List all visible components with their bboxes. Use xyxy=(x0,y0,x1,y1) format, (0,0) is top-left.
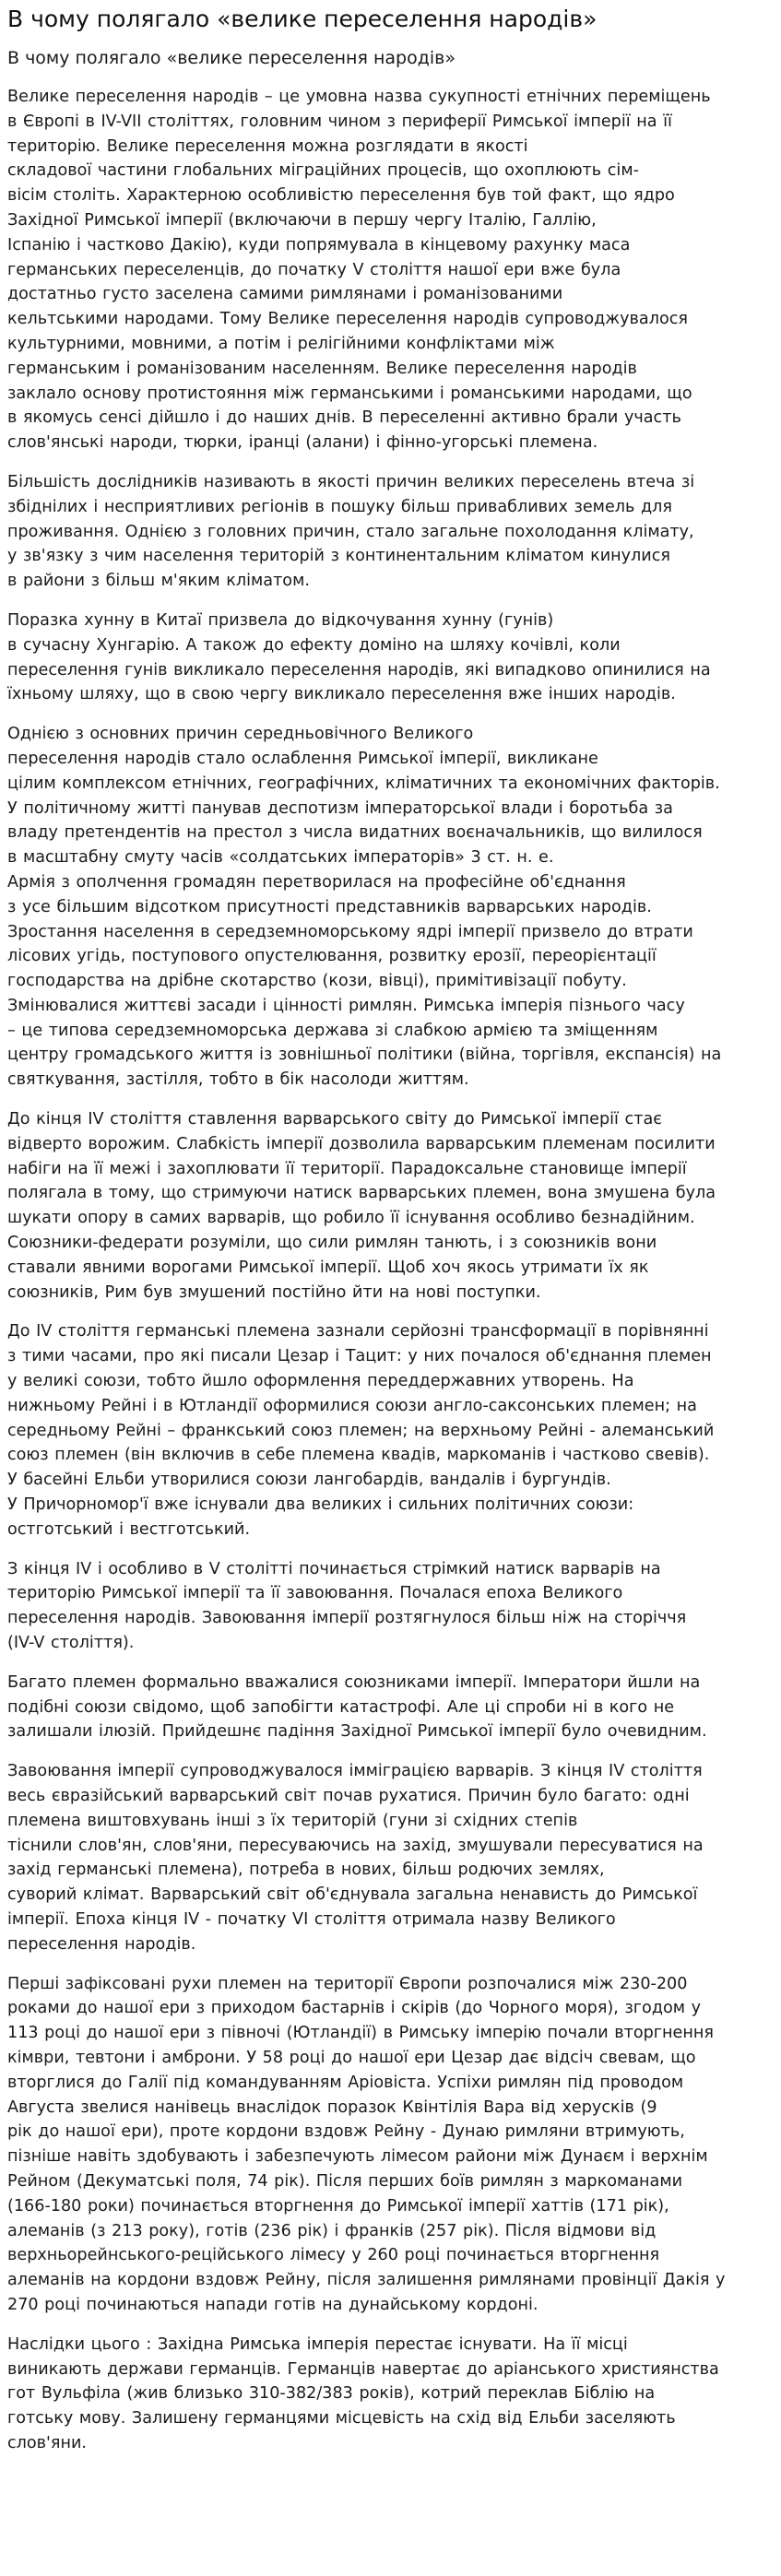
paragraph-line: (166-180 роки) починається вторгнення до Римської імперії хаттів (171 рік), xyxy=(7,2196,669,2216)
article-body xyxy=(0,72,781,2456)
paragraph-line: центру громадського життя із зовнішньої політики (війна, торгівля, експансія) на xyxy=(7,1046,722,1065)
paragraph-line: з тими часами, про які писали Цезар і Тацит: у них почалося об'єднання племен xyxy=(7,1347,712,1366)
paragraph-line: відверто ворожим. Слабкість імперії дозволила варварським племенам посилити xyxy=(7,1134,716,1153)
paragraph-line: роками до нашої ери з приходом бастарнів і скірів (до Чорного моря), згодом у xyxy=(7,1999,702,2018)
paragraph-line: Августа звелися нанівець внаслідок поразок Квінтілія Вара від херусків (9 xyxy=(7,2097,657,2117)
paragraph-line: в райони з більш м'яким кліматом. xyxy=(7,572,310,591)
paragraph-line: з усе більшим відсотком присутності представників варварських народів. xyxy=(7,897,652,916)
paragraph-line: Велике переселення народів – це умовна назва сукупності етнічних переміщень xyxy=(7,88,711,106)
paragraph-line: алеманів (з 213 року), готів (236 рік) і франків (257 рік). Після відмови від xyxy=(7,2221,657,2240)
paragraph-line: Змінювалися життєві засади і цінності римлян. Римська імперія пізнього часу xyxy=(7,996,685,1015)
paragraph-line: рік до нашої ери), проте кордони вздовж Рейну - Дунаю римляни втримують, xyxy=(7,2122,685,2142)
paragraph-line: у великі союзи, тобто йшло оформлення переддержавних утворень. На xyxy=(7,1372,634,1391)
paragraph-line: алеманів на кордони вздовж Рейну, після залишення римлянами провінції Дакія у xyxy=(7,2271,726,2290)
paragraph-line: З кінця IV і особливо в V столітті починається стрімкий натиск варварів на xyxy=(7,1559,661,1578)
paragraph-line: цілим комплексом етнічних, географічних, кліматичних та економічних факторів. xyxy=(7,774,720,793)
paragraph-line: 270 році починаються напади готів на дунайському кордоні. xyxy=(7,2295,538,2314)
paragraph-line: подібні союзи свідомо, щоб запобігти катастрофі. Але ці спроби ні в кого не xyxy=(7,1697,675,1717)
paragraph-line: Союзники-федерати розуміли, що сили римлян танють, і з союзників вони xyxy=(7,1234,657,1253)
paragraph-line: в Європі в IV-VII століттях, головним чином з периферії Римської імперії на її xyxy=(7,112,672,131)
paragraph-line: Зростання населення в середземноморському ядрі імперії призвело до втрати xyxy=(7,922,693,941)
page-subtitle: В чому полягало «велике переселення народів» xyxy=(7,48,456,68)
paragraph-line: У басейні Ельби утворилися союзи лангобардів, вандалів і бургундів. xyxy=(7,1471,611,1490)
page-title: В чому полягало «велике переселення народів» xyxy=(7,6,598,32)
paragraph-line: переселення народів. Завоювання імперії розтягнулося більш ніж на сторіччя xyxy=(7,1609,687,1628)
paragraph-line: в якомусь сенсі дійшло і до наших днів. В переселенні активно брали участь xyxy=(7,408,681,428)
paragraph-line: 113 році до нашої ери з півночі (Ютландії) в Римську імперію почали вторгнення xyxy=(7,2024,714,2043)
paragraph-line: готську мову. Залишену германцями місцевість на схід від Ельби заселяють xyxy=(7,2409,676,2428)
paragraph-line: достатньо густо заселена самими римлянами і романізованими xyxy=(7,285,563,304)
paragraph-line: У Причорномор'ї вже існували два великих і сильних політичних союзи: xyxy=(7,1495,634,1515)
paragraph-line: Однією з основних причин середньовічного Великого xyxy=(7,725,474,744)
paragraph-line: їхньому шляху, що в свою чергу викликало переселення вже інших народів. xyxy=(7,685,676,704)
paragraph-line: вторглися до Галії під командуванням Аріовіста. Успіхи римлян під проводом xyxy=(7,2073,684,2092)
paragraph-line: нижньому Рейні і в Ютландії оформилися союзи англо-саксонських племен; на xyxy=(7,1396,697,1415)
paragraph-line: союз племен (він включив в себе племена квадів, маркоманів і частково свевів). xyxy=(7,1446,710,1465)
paragraph xyxy=(7,1972,770,2318)
paragraph-line: Армія з ополчення громадян перетворилася на професійне об'єднання xyxy=(7,872,626,892)
paragraph-line: – це типова середземноморська держава зі слабкою армією та зміщенням xyxy=(7,1021,658,1040)
paragraph xyxy=(7,85,770,455)
paragraph-line: Поразка хунну в Китаї призвела до відкочування хунну (гунів) xyxy=(7,610,554,630)
paragraph-line: До кінця IV століття ставлення варварського світу до Римської імперії стає xyxy=(7,1110,662,1129)
paragraph-line: захід германські племена), потреба в нових, більш родючих землях, xyxy=(7,1861,605,1880)
paragraph-line: виникають держави германців. Германців навертає до аріанського християнства xyxy=(7,2359,719,2379)
paragraph-line: племена виштовхувань інші з їх територій (гуни зі східних степів xyxy=(7,1811,578,1830)
paragraph-line: Завоювання імперії супроводжувалося імміграцією варварів. З кінця IV століття xyxy=(7,1762,703,1781)
paragraph xyxy=(7,1671,770,1744)
paragraph-line: Перші зафіксовані рухи племен на території Європи розпочалися між 230-200 xyxy=(7,1974,688,1993)
paragraph-line: весь євразійський варварський світ почав рухатися. Причин було багато: одні xyxy=(7,1787,690,1805)
paragraph-line: остготський і вестготський. xyxy=(7,1519,251,1539)
paragraph xyxy=(7,609,770,707)
paragraph-line: святкування, застілля, тобто в бік насолоди життям. xyxy=(7,1070,469,1090)
paragraph-line: в сучасну Хунгарію. А також до ефекту доміно на шляху кочівлі, коли xyxy=(7,635,621,655)
paragraph-line: залишали ілюзій. Прийдешнє падіння Західної Римської імперії було очевидним. xyxy=(7,1722,707,1742)
paragraph-line: Західної Римської імперії (включаючи в першу чергу Італію, Галлію, xyxy=(7,210,597,230)
paragraph-line: Рейном (Декуматські поля, 74 рік). Після перших боїв римлян з маркоманами xyxy=(7,2171,683,2191)
paragraph-line: союзників, Рим був змушений постійно йти на нові поступки. xyxy=(7,1282,541,1302)
paragraph-line: територію. Велике переселення можна розглядати в якості xyxy=(7,136,528,156)
paragraph-line: імперії. Епоха кінця IV - початку VI століття отримала назву Великого xyxy=(7,1909,616,1929)
paragraph-line: в масштабну смуту часів «солдатських імператорів» 3 ст. н. е. xyxy=(7,848,554,868)
paragraph-line: господарства на дрібне скотарство (кози, вівці), примітивізації побуту. xyxy=(7,972,627,991)
paragraph-line: До IV століття германські племена зазнали серйозні трансформації в порівнянні xyxy=(7,1322,709,1341)
paragraph-line: переселення народів стало ослаблення Римської імперії, викликане xyxy=(7,749,598,768)
paragraph-line: Багато племен формально вважалися союзниками імперії. Імператори йшли на xyxy=(7,1672,701,1692)
paragraph xyxy=(7,2333,770,2456)
paragraph xyxy=(7,1557,770,1656)
paragraph-line: середньому Рейні – франкський союз племен; на верхньому Рейні - алеманський xyxy=(7,1421,715,1440)
paragraph-line: германським і романізованим населенням. Велике переселення народів xyxy=(7,359,637,378)
paragraph-line: слов'янські народи, тюрки, іранці (алани) і фінно-угорські племена. xyxy=(7,433,598,453)
paragraph-line: переселення народів. xyxy=(7,1934,196,1954)
paragraph-line: ставали явними ворогами Римської імперії. Щоб хоч якось утримати їх як xyxy=(7,1258,649,1277)
paragraph-line: У політичному житті панував деспотизм імператорської влади і боротьба за xyxy=(7,798,673,818)
paragraph xyxy=(7,470,770,594)
paragraph-line: владу претендентів на престол з числа видатних воєначальників, що вилилося xyxy=(7,823,703,843)
paragraph-line: заклало основу протистояння між германськими і романськими народами, що xyxy=(7,384,692,403)
paragraph xyxy=(7,1759,770,1956)
paragraph-line: шукати опору в самих варварів, що робило її існування особливо безнадійним. xyxy=(7,1209,695,1228)
paragraph-line: територію Римської імперії та її завоювання. Почалася епоха Великого xyxy=(7,1584,623,1603)
paragraph-line: суворий клімат. Варварський світ об'єднувала загальна ненависть до Римської xyxy=(7,1885,698,1905)
paragraph-line: германських переселенців, до початку V століття нашої ери вже була xyxy=(7,260,621,279)
paragraph xyxy=(7,1107,770,1305)
paragraph xyxy=(7,722,770,1093)
paragraph-line: Іспанію і частково Дакію), куди попрямувала в кінцевому рахунку маса xyxy=(7,235,631,254)
paragraph-line: збіднілих і несприятливих регіонів в пошуку більш привабливих земель для xyxy=(7,497,672,516)
paragraph-line: вісім століть. Характерною особливістю переселення був той факт, що ядро xyxy=(7,186,675,206)
paragraph-line: складової частини глобальних міграційних процесів, що охоплюють сім- xyxy=(7,161,639,181)
paragraph xyxy=(7,1319,770,1542)
paragraph-line: переселення гунів викликало переселення народів, які випадково опинилися на xyxy=(7,660,711,679)
paragraph-line: культурними, мовними, а потім і релігійними конфліктами між xyxy=(7,334,555,353)
paragraph-line: у зв'язку з чим населення територій з континентальним кліматом кинулися xyxy=(7,547,670,566)
paragraph-line: слов'яни. xyxy=(7,2433,88,2452)
paragraph-line: кельтськими народами. Тому Велике переселення народів супроводжувалося xyxy=(7,310,688,329)
paragraph-line: тіснили слов'ян, слов'яни, пересуваючись на захід, змушували пересуватися на xyxy=(7,1836,704,1855)
paragraph-line: лісових угідь, поступового опустелювання, розвитку ерозії, переорієнтації xyxy=(7,947,657,966)
paragraph-line: пізніше навіть здобувають і забезпечують лімесом райони між Дунаєм і верхнім xyxy=(7,2147,708,2167)
paragraph-line: полягала в тому, що стримуючи натиск варварських племен, вона змушена була xyxy=(7,1184,716,1203)
paragraph-line: (IV-V століття). xyxy=(7,1634,135,1653)
paragraph-line: проживання. Однією з головних причин, стало загальне похолодання клімату, xyxy=(7,522,694,541)
paragraph-line: Більшість дослідників називають в якості причин великих переселень втеча зі xyxy=(7,472,695,491)
paragraph-line: Наслідки цього : Західна Римська імперія перестає існувати. На її місці xyxy=(7,2334,628,2354)
paragraph-line: гот Вульфіла (жив близько 310-382/383 років), котрий переклав Біблію на xyxy=(7,2384,656,2404)
paragraph-line: верхньорейнського-реційського лімесу у 260 році починається вторгнення xyxy=(7,2246,660,2265)
paragraph-line: кімври, тевтони і амброни. У 58 році до нашої ери Цезар дає відсіч свевам, що xyxy=(7,2048,696,2067)
paragraph-line: набіги на її межі і захоплювати її території. Парадоксальне становище імперії xyxy=(7,1159,687,1178)
